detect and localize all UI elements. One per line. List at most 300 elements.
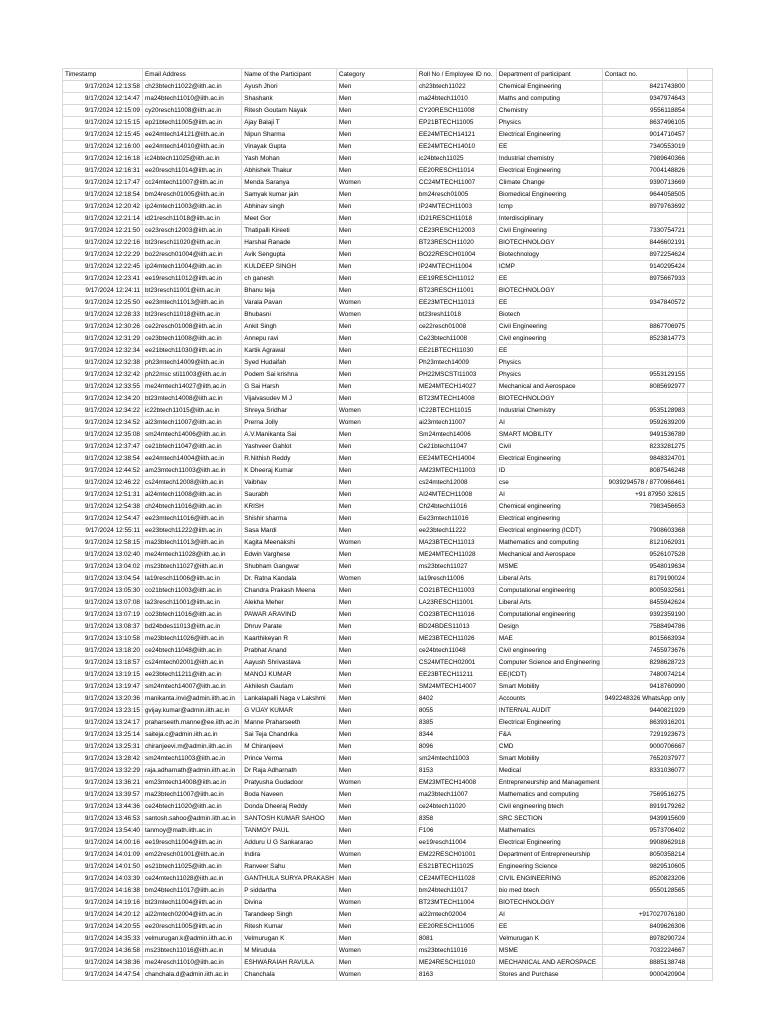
contact-cell[interactable]: 8919179262 [602, 801, 687, 813]
participant-name-cell[interactable]: Vinayak Gupta [242, 141, 337, 153]
empty-cell[interactable] [688, 93, 713, 105]
department-cell[interactable]: Civil engineering [496, 333, 602, 345]
empty-cell[interactable] [688, 285, 713, 297]
department-cell[interactable]: Electrical engineering [496, 513, 602, 525]
empty-cell[interactable] [688, 873, 713, 885]
header-cell-department[interactable]: Department of participant [496, 69, 602, 81]
timestamp-cell[interactable]: 9/17/2024 12:32:34 [63, 345, 143, 357]
email-cell[interactable]: ee23btech11222@iith.ac.in [143, 525, 242, 537]
email-cell[interactable]: ee23mtech11013@iith.ac.in [143, 297, 242, 309]
empty-cell[interactable] [688, 693, 713, 705]
category-cell[interactable]: Men [336, 669, 416, 681]
email-cell[interactable]: me24mtech11028@iith.ac.in [143, 549, 242, 561]
category-cell[interactable]: Men [336, 465, 416, 477]
department-cell[interactable]: Liberal Arts [496, 573, 602, 585]
participant-name-cell[interactable]: PAWAR ARAVIND [242, 609, 337, 621]
department-cell[interactable]: Industrial Chemistry [496, 405, 602, 417]
timestamp-cell[interactable]: 9/17/2024 12:25:50 [63, 297, 143, 309]
email-cell[interactable]: sm24mtech14006@iith.ac.in [143, 429, 242, 441]
timestamp-cell[interactable]: 9/17/2024 14:38:36 [63, 957, 143, 969]
contact-cell[interactable]: +917027076180 [602, 909, 687, 921]
email-cell[interactable]: ee24mtech14121@iith.ac.in [143, 129, 242, 141]
timestamp-cell[interactable]: 9/17/2024 12:20:42 [63, 201, 143, 213]
participant-name-cell[interactable]: Shashank [242, 93, 337, 105]
contact-cell[interactable]: +91 87950 32615 [602, 489, 687, 501]
roll-no-cell[interactable]: LA23RESCH11001 [416, 597, 496, 609]
empty-cell[interactable] [688, 117, 713, 129]
department-cell[interactable]: Mathematics and computing [496, 789, 602, 801]
empty-cell[interactable] [688, 729, 713, 741]
participant-name-cell[interactable]: Kartik Agrawal [242, 345, 337, 357]
email-cell[interactable]: am23mtech11003@iith.ac.in [143, 465, 242, 477]
department-cell[interactable]: Velmurugan K [496, 933, 602, 945]
category-cell[interactable]: Men [336, 765, 416, 777]
email-cell[interactable]: ic24btech11025@iith.ac.in [143, 153, 242, 165]
department-cell[interactable]: Stores and Purchase [496, 969, 602, 981]
empty-cell[interactable] [688, 837, 713, 849]
roll-no-cell[interactable]: ee23btech11222 [416, 525, 496, 537]
empty-cell[interactable] [688, 177, 713, 189]
department-cell[interactable]: Medical [496, 765, 602, 777]
timestamp-cell[interactable]: 9/17/2024 12:32:38 [63, 357, 143, 369]
empty-cell[interactable] [688, 573, 713, 585]
roll-no-cell[interactable]: ME24MTECH11028 [416, 549, 496, 561]
roll-no-cell[interactable]: ai23mtech11007 [416, 417, 496, 429]
roll-no-cell[interactable]: EE24MTECH14121 [416, 129, 496, 141]
department-cell[interactable]: SRC SECTION [496, 813, 602, 825]
category-cell[interactable]: Men [336, 93, 416, 105]
timestamp-cell[interactable]: 9/17/2024 14:20:55 [63, 921, 143, 933]
category-cell[interactable]: Men [336, 129, 416, 141]
participant-name-cell[interactable]: Boda Naveen [242, 789, 337, 801]
empty-cell[interactable] [688, 585, 713, 597]
participant-name-cell[interactable]: Dr Raja Adharnath [242, 765, 337, 777]
department-cell[interactable]: Biotechnology [496, 249, 602, 261]
email-cell[interactable]: es21btech11025@iith.ac.in [143, 861, 242, 873]
timestamp-cell[interactable]: 9/17/2024 13:08:37 [63, 621, 143, 633]
header-cell-empty[interactable] [688, 69, 713, 81]
department-cell[interactable]: Physics [496, 357, 602, 369]
empty-cell[interactable] [688, 921, 713, 933]
category-cell[interactable]: Women [336, 969, 416, 981]
contact-cell[interactable]: 7989640366 [602, 153, 687, 165]
contact-cell[interactable]: 8639316201 [602, 717, 687, 729]
department-cell[interactable]: Civil Engineering [496, 321, 602, 333]
roll-no-cell[interactable]: IP24MTECH11004 [416, 261, 496, 273]
category-cell[interactable]: Women [336, 405, 416, 417]
timestamp-cell[interactable]: 9/17/2024 13:18:20 [63, 645, 143, 657]
empty-cell[interactable] [688, 513, 713, 525]
empty-cell[interactable] [688, 897, 713, 909]
email-cell[interactable]: velmurugan.k@admin.iith.ac.in [143, 933, 242, 945]
contact-cell[interactable]: 7983456653 [602, 501, 687, 513]
department-cell[interactable]: CMD [496, 741, 602, 753]
empty-cell[interactable] [688, 333, 713, 345]
timestamp-cell[interactable]: 9/17/2024 12:51:31 [63, 489, 143, 501]
timestamp-cell[interactable]: 9/17/2024 12:17:47 [63, 177, 143, 189]
participant-name-cell[interactable]: K Dheeraj Kumar [242, 465, 337, 477]
roll-no-cell[interactable]: Ch24btech11016 [416, 501, 496, 513]
empty-cell[interactable] [688, 237, 713, 249]
category-cell[interactable]: Men [336, 453, 416, 465]
participant-name-cell[interactable]: Thatipalli Kireeti [242, 225, 337, 237]
contact-cell[interactable]: 9440821929 [602, 705, 687, 717]
roll-no-cell[interactable]: 8096 [416, 741, 496, 753]
email-cell[interactable]: saiteja.c@admin.iith.ac.in [143, 729, 242, 741]
roll-no-cell[interactable]: CS24MTECH02001 [416, 657, 496, 669]
empty-cell[interactable] [688, 201, 713, 213]
department-cell[interactable]: Biomedical Engineering [496, 189, 602, 201]
contact-cell[interactable]: 8005932561 [602, 585, 687, 597]
timestamp-cell[interactable]: 9/17/2024 14:16:38 [63, 885, 143, 897]
timestamp-cell[interactable]: 9/17/2024 12:21:14 [63, 213, 143, 225]
category-cell[interactable]: Women [336, 297, 416, 309]
empty-cell[interactable] [688, 657, 713, 669]
roll-no-cell[interactable]: ms23btech11027 [416, 561, 496, 573]
timestamp-cell[interactable]: 9/17/2024 14:01:50 [63, 861, 143, 873]
email-cell[interactable]: bt23resch11020@iith.ac.in [143, 237, 242, 249]
empty-cell[interactable] [688, 561, 713, 573]
email-cell[interactable]: bo22resch01004@iith.ac.in [143, 249, 242, 261]
department-cell[interactable]: Climate Change [496, 177, 602, 189]
contact-cell[interactable]: 9553129155 [602, 369, 687, 381]
participant-name-cell[interactable]: Vaibhav [242, 477, 337, 489]
contact-cell[interactable]: 9848324701 [602, 453, 687, 465]
category-cell[interactable]: Men [336, 105, 416, 117]
category-cell[interactable]: Men [336, 189, 416, 201]
email-cell[interactable]: ch23btech11022@iith.ac.in [143, 81, 242, 93]
roll-no-cell[interactable]: ai22mtech02004 [416, 909, 496, 921]
timestamp-cell[interactable]: 9/17/2024 12:22:45 [63, 261, 143, 273]
contact-cell[interactable]: 9491536789 [602, 429, 687, 441]
roll-no-cell[interactable]: bt23resh11018 [416, 309, 496, 321]
contact-cell[interactable]: 9000706667 [602, 741, 687, 753]
timestamp-cell[interactable]: 9/17/2024 12:14:47 [63, 93, 143, 105]
roll-no-cell[interactable]: CO21BTECH11003 [416, 585, 496, 597]
department-cell[interactable]: AI [496, 909, 602, 921]
email-cell[interactable]: sm24mtech11003@iith.ac.in [143, 753, 242, 765]
department-cell[interactable]: Electrical Engineering [496, 165, 602, 177]
email-cell[interactable]: ce24btech11020@iith.ac.in [143, 801, 242, 813]
timestamp-cell[interactable]: 9/17/2024 14:00:16 [63, 837, 143, 849]
empty-cell[interactable] [688, 765, 713, 777]
participant-name-cell[interactable]: Nipun Sharma [242, 129, 337, 141]
email-cell[interactable]: tanmoy@math.iith.ac.in [143, 825, 242, 837]
roll-no-cell[interactable]: EE19RESCH11012 [416, 273, 496, 285]
email-cell[interactable]: em22resch01001@iith.ac.in [143, 849, 242, 861]
roll-no-cell[interactable]: EE23MTECH11013 [416, 297, 496, 309]
contact-cell[interactable]: 8015663934 [602, 633, 687, 645]
timestamp-cell[interactable]: 9/17/2024 12:34:20 [63, 393, 143, 405]
timestamp-cell[interactable]: 9/17/2024 14:36:58 [63, 945, 143, 957]
email-cell[interactable]: ip24mtech11003@iith.ac.in [143, 201, 242, 213]
empty-cell[interactable] [688, 153, 713, 165]
empty-cell[interactable] [688, 489, 713, 501]
department-cell[interactable]: Mathematics and computing [496, 537, 602, 549]
category-cell[interactable]: Men [336, 165, 416, 177]
empty-cell[interactable] [688, 501, 713, 513]
roll-no-cell[interactable]: SM24MTECH14007 [416, 681, 496, 693]
email-cell[interactable]: bt23mtech11004@iith.ac.in [143, 897, 242, 909]
participant-name-cell[interactable]: Sasa Mardi [242, 525, 337, 537]
timestamp-cell[interactable]: 9/17/2024 12:24:11 [63, 285, 143, 297]
participant-name-cell[interactable]: Sai Teja Chandrika [242, 729, 337, 741]
roll-no-cell[interactable]: BD24BDES11013 [416, 621, 496, 633]
empty-cell[interactable] [688, 189, 713, 201]
contact-cell[interactable]: 8050358214 [602, 849, 687, 861]
roll-no-cell[interactable]: sm24mtech11003 [416, 753, 496, 765]
department-cell[interactable]: Industrial chemistry [496, 153, 602, 165]
timestamp-cell[interactable]: 9/17/2024 13:10:58 [63, 633, 143, 645]
email-cell[interactable]: ee19resch11012@iith.ac.in [143, 273, 242, 285]
timestamp-cell[interactable]: 9/17/2024 13:20:36 [63, 693, 143, 705]
department-cell[interactable]: Accounts [496, 693, 602, 705]
empty-cell[interactable] [688, 405, 713, 417]
contact-cell[interactable]: 8087546248 [602, 465, 687, 477]
contact-cell[interactable]: 9347840572 [602, 297, 687, 309]
category-cell[interactable]: Men [336, 81, 416, 93]
department-cell[interactable]: EE [496, 921, 602, 933]
participant-name-cell[interactable]: G VIJAY KUMAR [242, 705, 337, 717]
department-cell[interactable]: AI [496, 489, 602, 501]
empty-cell[interactable] [688, 525, 713, 537]
header-cell-contact[interactable]: Contact no. [602, 69, 687, 81]
email-cell[interactable]: ch24btech11016@iith.ac.in [143, 501, 242, 513]
timestamp-cell[interactable]: 9/17/2024 12:23:41 [63, 273, 143, 285]
timestamp-cell[interactable]: 9/17/2024 12:16:31 [63, 165, 143, 177]
category-cell[interactable]: Men [336, 801, 416, 813]
category-cell[interactable]: Women [336, 309, 416, 321]
contact-cell[interactable]: 8975667933 [602, 273, 687, 285]
empty-cell[interactable] [688, 357, 713, 369]
category-cell[interactable]: Men [336, 393, 416, 405]
email-cell[interactable]: ee24mtech14010@iith.ac.in [143, 141, 242, 153]
roll-no-cell[interactable]: CY20RESCH11008 [416, 105, 496, 117]
contact-cell[interactable] [602, 777, 687, 789]
empty-cell[interactable] [688, 441, 713, 453]
participant-name-cell[interactable]: GANTHULA SURYA PRAKASH [242, 873, 337, 885]
participant-name-cell[interactable]: Ayush Jhori [242, 81, 337, 93]
timestamp-cell[interactable]: 9/17/2024 12:15:45 [63, 129, 143, 141]
participant-name-cell[interactable]: Aayush Shrivastava [242, 657, 337, 669]
department-cell[interactable]: cse [496, 477, 602, 489]
roll-no-cell[interactable]: MA23BTECH11013 [416, 537, 496, 549]
participant-name-cell[interactable]: P siddartha [242, 885, 337, 897]
category-cell[interactable]: Men [336, 633, 416, 645]
contact-cell[interactable]: 7455973676 [602, 645, 687, 657]
participant-name-cell[interactable]: Meet Gor [242, 213, 337, 225]
category-cell[interactable]: Men [336, 645, 416, 657]
contact-cell[interactable]: 7004148826 [602, 165, 687, 177]
email-cell[interactable]: ee23btech11211@iith.ac.in [143, 669, 242, 681]
participant-name-cell[interactable]: Lankalapalli Naga v Lakshmi [242, 693, 337, 705]
email-cell[interactable]: ai22mtech02004@iith.ac.in [143, 909, 242, 921]
category-cell[interactable]: Men [336, 249, 416, 261]
timestamp-cell[interactable]: 9/17/2024 13:44:36 [63, 801, 143, 813]
category-cell[interactable]: Men [336, 957, 416, 969]
participant-name-cell[interactable]: Harshal Ranade [242, 237, 337, 249]
email-cell[interactable]: ph22msc sti11003@iith.ac.in [143, 369, 242, 381]
department-cell[interactable]: F&A [496, 729, 602, 741]
category-cell[interactable]: Women [336, 945, 416, 957]
email-cell[interactable]: ph23mtech14009@iith.ac.in [143, 357, 242, 369]
timestamp-cell[interactable]: 9/17/2024 13:07:08 [63, 597, 143, 609]
contact-cell[interactable]: 9535128983 [602, 405, 687, 417]
roll-no-cell[interactable]: IP24MTECH11003 [416, 201, 496, 213]
contact-cell[interactable]: 9526107528 [602, 549, 687, 561]
header-cell-timestamp[interactable]: Timestamp [63, 69, 143, 81]
department-cell[interactable]: SMART MOBILITY [496, 429, 602, 441]
category-cell[interactable]: Men [336, 225, 416, 237]
participant-name-cell[interactable]: Ankit Singh [242, 321, 337, 333]
participant-name-cell[interactable]: Chanchala [242, 969, 337, 981]
roll-no-cell[interactable]: AM23MTECH11003 [416, 465, 496, 477]
category-cell[interactable]: Men [336, 489, 416, 501]
participant-name-cell[interactable]: Shreya Sridhar [242, 405, 337, 417]
timestamp-cell[interactable]: 9/17/2024 14:03:39 [63, 873, 143, 885]
roll-no-cell[interactable]: AI24MTECH11008 [416, 489, 496, 501]
contact-cell[interactable]: 9908962918 [602, 837, 687, 849]
roll-no-cell[interactable]: 8163 [416, 969, 496, 981]
contact-cell[interactable]: 9140295424 [602, 261, 687, 273]
timestamp-cell[interactable]: 9/17/2024 12:28:33 [63, 309, 143, 321]
participant-name-cell[interactable]: Dr. Ratna Kandala [242, 573, 337, 585]
header-cell-roll-no[interactable]: Roll No / Employee ID no. [416, 69, 496, 81]
roll-no-cell[interactable]: CC24MTECH11007 [416, 177, 496, 189]
timestamp-cell[interactable]: 9/17/2024 14:01:09 [63, 849, 143, 861]
email-cell[interactable]: ce24mtech11028@iith.ac.in [143, 873, 242, 885]
contact-cell[interactable]: 8979763692 [602, 201, 687, 213]
header-cell-email[interactable]: Email Address [143, 69, 242, 81]
email-cell[interactable]: chiranjeevi.m@admin.iith.ac.in [143, 741, 242, 753]
empty-cell[interactable] [688, 321, 713, 333]
empty-cell[interactable] [688, 273, 713, 285]
contact-cell[interactable] [602, 285, 687, 297]
category-cell[interactable]: Women [336, 537, 416, 549]
contact-cell[interactable]: 9592639209 [602, 417, 687, 429]
category-cell[interactable]: Men [336, 837, 416, 849]
category-cell[interactable]: Men [336, 681, 416, 693]
department-cell[interactable]: Chemistry [496, 105, 602, 117]
contact-cell[interactable]: 8121062931 [602, 537, 687, 549]
timestamp-cell[interactable]: 9/17/2024 13:23:15 [63, 705, 143, 717]
email-cell[interactable]: ee24mtech14004@iith.ac.in [143, 453, 242, 465]
email-cell[interactable]: ce24btech11048@iith.ac.in [143, 645, 242, 657]
email-cell[interactable]: id21resch11018@iith.ac.in [143, 213, 242, 225]
department-cell[interactable]: ID [496, 465, 602, 477]
roll-no-cell[interactable]: bm24resch01005 [416, 189, 496, 201]
category-cell[interactable]: Men [336, 921, 416, 933]
roll-no-cell[interactable]: IC22BTECH11015 [416, 405, 496, 417]
department-cell[interactable]: Computational engineering [496, 585, 602, 597]
empty-cell[interactable] [688, 309, 713, 321]
timestamp-cell[interactable]: 9/17/2024 12:54:38 [63, 501, 143, 513]
participant-name-cell[interactable]: Ritesh Goutam Nayak [242, 105, 337, 117]
contact-cell[interactable]: 9550128565 [602, 885, 687, 897]
department-cell[interactable]: EE [496, 141, 602, 153]
timestamp-cell[interactable]: 9/17/2024 13:02:40 [63, 549, 143, 561]
roll-no-cell[interactable]: CE24MTECH11028 [416, 873, 496, 885]
email-cell[interactable]: ee23mtech11016@iith.ac.in [143, 513, 242, 525]
timestamp-cell[interactable]: 9/17/2024 12:54:47 [63, 513, 143, 525]
empty-cell[interactable] [688, 741, 713, 753]
empty-cell[interactable] [688, 909, 713, 921]
category-cell[interactable]: Men [336, 933, 416, 945]
participant-name-cell[interactable]: G Sai Harsh [242, 381, 337, 393]
contact-cell[interactable] [602, 213, 687, 225]
category-cell[interactable]: Women [336, 777, 416, 789]
department-cell[interactable]: Electrical engineering (ICDT) [496, 525, 602, 537]
timestamp-cell[interactable]: 9/17/2024 12:35:08 [63, 429, 143, 441]
timestamp-cell[interactable]: 9/17/2024 13:39:57 [63, 789, 143, 801]
email-cell[interactable]: bd24bdes11013@iith.ac.in [143, 621, 242, 633]
contact-cell[interactable]: 7652037977 [602, 753, 687, 765]
participant-name-cell[interactable]: A.V.Manikanta Sai [242, 429, 337, 441]
email-cell[interactable]: raja.adharnath@admin.iith.ac.in [143, 765, 242, 777]
contact-cell[interactable]: 9392359190 [602, 609, 687, 621]
contact-cell[interactable]: 9347974643 [602, 93, 687, 105]
roll-no-cell[interactable]: ES21BTECH11025 [416, 861, 496, 873]
participant-name-cell[interactable]: Dhruv Parate [242, 621, 337, 633]
category-cell[interactable]: Men [336, 621, 416, 633]
timestamp-cell[interactable]: 9/17/2024 14:19:16 [63, 897, 143, 909]
category-cell[interactable]: Men [336, 657, 416, 669]
department-cell[interactable]: Civil Engineering [496, 225, 602, 237]
empty-cell[interactable] [688, 429, 713, 441]
department-cell[interactable]: bio med btech [496, 885, 602, 897]
category-cell[interactable]: Men [336, 729, 416, 741]
participant-name-cell[interactable]: Kagita Meenakshi [242, 537, 337, 549]
category-cell[interactable]: Men [336, 213, 416, 225]
category-cell[interactable]: Men [336, 885, 416, 897]
department-cell[interactable]: Biotech [496, 309, 602, 321]
participant-name-cell[interactable]: ch ganesh [242, 273, 337, 285]
department-cell[interactable]: Design [496, 621, 602, 633]
participant-name-cell[interactable]: Edwin Varghese [242, 549, 337, 561]
timestamp-cell[interactable]: 9/17/2024 13:36:21 [63, 777, 143, 789]
email-cell[interactable]: bt23resch11001@iith.ac.in [143, 285, 242, 297]
category-cell[interactable]: Men [336, 513, 416, 525]
contact-cell[interactable]: 9644058505 [602, 189, 687, 201]
timestamp-cell[interactable]: 9/17/2024 12:15:15 [63, 117, 143, 129]
roll-no-cell[interactable]: PH22MSCSTI11003 [416, 369, 496, 381]
timestamp-cell[interactable]: 9/17/2024 12:46:22 [63, 477, 143, 489]
department-cell[interactable]: Liberal Arts [496, 597, 602, 609]
participant-name-cell[interactable]: Yashveer Gahlot [242, 441, 337, 453]
timestamp-cell[interactable]: 9/17/2024 12:30:26 [63, 321, 143, 333]
participant-name-cell[interactable]: M Chiranjeevi [242, 741, 337, 753]
roll-no-cell[interactable]: ME23BTECH11026 [416, 633, 496, 645]
roll-no-cell[interactable]: 8055 [416, 705, 496, 717]
participant-name-cell[interactable]: TANMOY PAUL [242, 825, 337, 837]
empty-cell[interactable] [688, 717, 713, 729]
participant-name-cell[interactable]: Prabhat Anand [242, 645, 337, 657]
roll-no-cell[interactable]: Ce23btech11008 [416, 333, 496, 345]
contact-cell[interactable]: 7908603368 [602, 525, 687, 537]
participant-name-cell[interactable]: Chandra Prakash Meena [242, 585, 337, 597]
timestamp-cell[interactable]: 9/17/2024 13:04:54 [63, 573, 143, 585]
email-cell[interactable]: ee20resch11014@iith.ac.in [143, 165, 242, 177]
timestamp-cell[interactable]: 9/17/2024 13:07:19 [63, 609, 143, 621]
roll-no-cell[interactable]: bm24btech11017 [416, 885, 496, 897]
empty-cell[interactable] [688, 417, 713, 429]
category-cell[interactable]: Men [336, 153, 416, 165]
category-cell[interactable]: Men [336, 501, 416, 513]
email-cell[interactable]: cs24mtech02001@iith.ac.in [143, 657, 242, 669]
roll-no-cell[interactable]: BT23MTECH11004 [416, 897, 496, 909]
timestamp-cell[interactable]: 9/17/2024 12:22:29 [63, 249, 143, 261]
empty-cell[interactable] [688, 381, 713, 393]
